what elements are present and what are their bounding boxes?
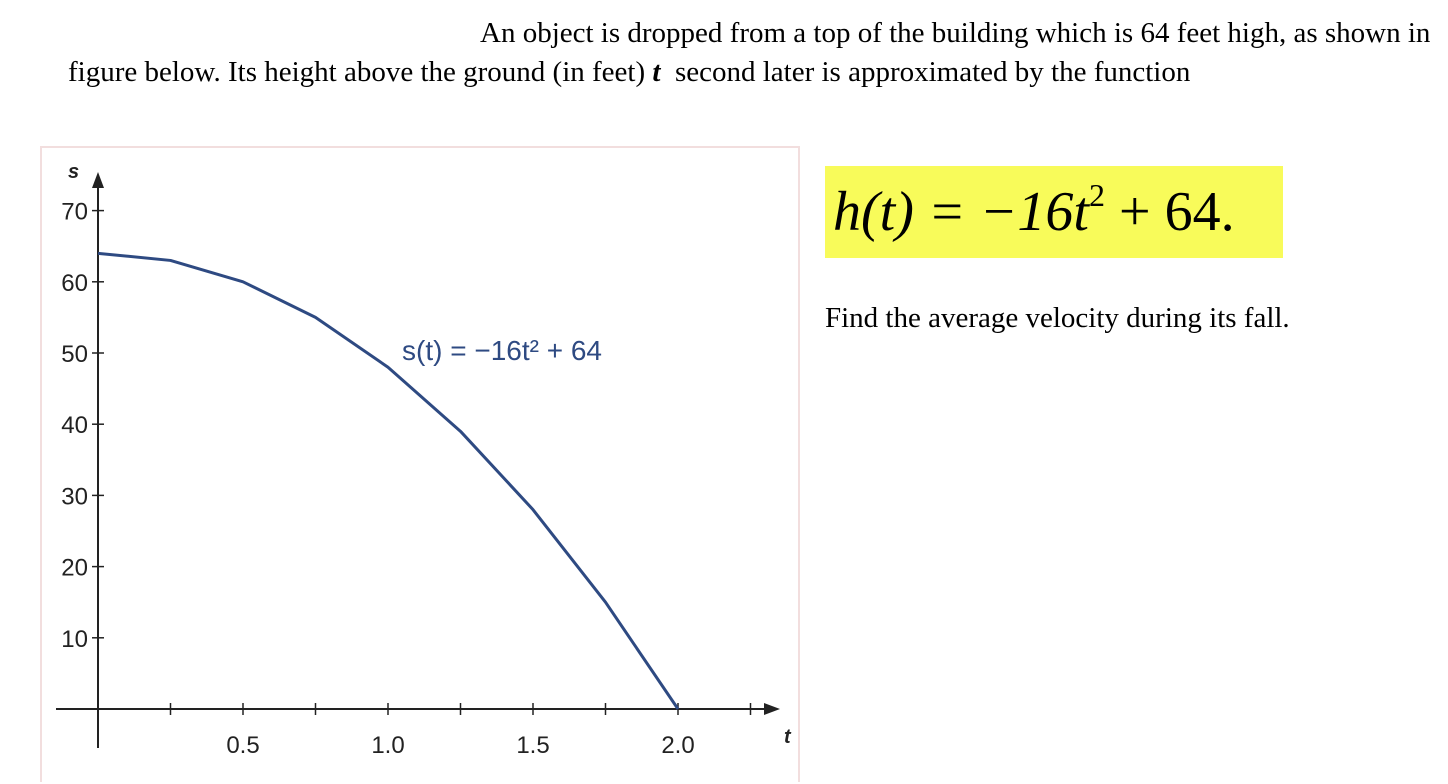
y-tick-label: 70: [61, 198, 88, 226]
formula-lhs: h(t) = −16t: [833, 181, 1089, 243]
x-tick-label: 2.0: [661, 732, 695, 759]
height-chart: [42, 148, 798, 784]
y-tick-label: 50: [61, 341, 88, 368]
x-tick-label: 1.5: [516, 732, 550, 759]
curve-line: [98, 253, 678, 709]
problem-statement: [68, 14, 1440, 92]
intro-text-1: An object is dropped from a top of the building which is 64 feet high, as shown in figure below. Its height above the ground (in feet): [68, 17, 1431, 88]
y-tick-label: 30: [61, 483, 88, 511]
y-tick-label: 10: [61, 625, 88, 653]
x-axis-arrow: [764, 703, 780, 715]
y-axis-label: s: [68, 161, 80, 183]
y-tick-label: 40: [61, 412, 88, 440]
formula-rhs: + 64.: [1105, 181, 1235, 243]
formula-highlight: [825, 166, 1283, 258]
y-tick-label: 20: [61, 554, 88, 582]
x-tick-label: 1.0: [371, 732, 405, 759]
y-axis-arrow: [92, 172, 104, 188]
curve-label: s(t) = −16t² + 64: [402, 335, 602, 366]
formula-exponent: 2: [1089, 177, 1105, 213]
y-tick-label: 60: [61, 269, 88, 297]
question-text: Find the average velocity during its fall.: [825, 302, 1290, 334]
x-axis-label: t: [784, 726, 791, 748]
x-tick-label: 0.5: [226, 732, 260, 759]
chart-frame: [40, 146, 800, 782]
intro-text-2: second later is approximated by the function: [674, 56, 1191, 88]
time-variable: t: [652, 56, 661, 88]
